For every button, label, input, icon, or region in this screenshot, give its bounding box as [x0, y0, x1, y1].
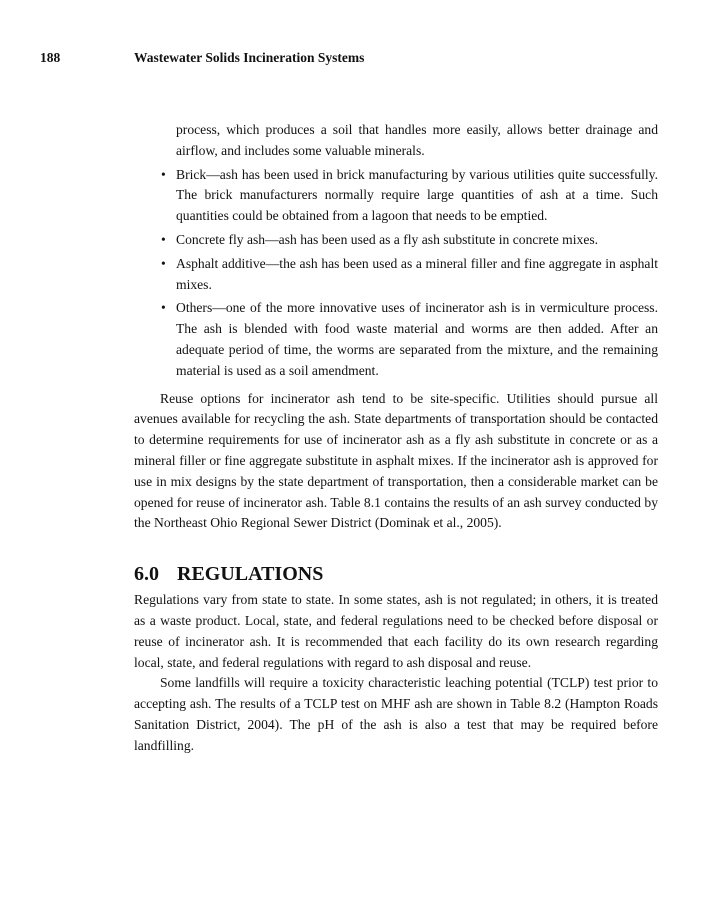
- book-title: Wastewater Solids Incineration Systems: [134, 50, 365, 65]
- bullet-icon: •: [161, 255, 166, 271]
- section-number: 6.0: [134, 563, 159, 586]
- regulations-paragraph: Regulations vary from state to state. In some states, ash is not regulated; in others, it is treated as a waste product. Local, state, and federal regulations need to be checked before disposal or reuse of incinerator ash. It is recommended that each facility do its own research regarding local, state, and federal regulations with regard to ash disposal and reuse.: [134, 592, 658, 670]
- bullet-item-concrete-fly-ash: [161, 230, 658, 251]
- running-head: [40, 49, 660, 67]
- bullet-item-asphalt-additive: [161, 254, 658, 296]
- bullet-text: Asphalt additive—the ash has been used as a mineral filler and fine aggregate in asphalt mixes.: [176, 255, 658, 292]
- continued-paragraph: process, which produces a soil that handles more easily, allows better drainage and airflow, and includes some valuable minerals.: [176, 122, 658, 158]
- bullet-text: Brick—ash has been used in brick manufacturing by various utilities quite successfully. The brick manufacturers normally require large quantities of ash at a time. Such quantities could be obtained from a lagoon that needs to be emptied.: [176, 166, 658, 224]
- page-number: 188: [40, 50, 61, 65]
- section-heading: [134, 562, 658, 586]
- ash-reuse-bullet-list: [134, 165, 658, 382]
- page-body: [134, 120, 658, 757]
- reuse-options-paragraph: Reuse options for incinerator ash tend to be site-specific. Utilities should pursue all avenues available for recycling the ash. State departments of transportation should be contacted to determine requirements for use of incinerator ash as a fly ash substitute in concrete or as a mineral filler or fine aggregate substitute in asphalt mixes. If the incinerator ash is approved for use in mix designs by the state department of transportation, then a considerable market can be opened for reuse of incinerator ash. Table 8.1 contains the results of an ash survey conducted by the Northeast Ohio Regional Sewer District (Dominak et al., 2005).: [134, 390, 658, 531]
- section-title: REGULATIONS: [177, 563, 324, 586]
- bullet-text: Concrete fly ash—ash has been used as a fly ash substitute in concrete mixes.: [176, 231, 599, 247]
- bullet-icon: •: [161, 231, 166, 247]
- bullet-icon: •: [161, 300, 166, 316]
- bullet-item-others: [161, 298, 658, 381]
- bullet-text: Others—one of the more innovative uses of incinerator ash is in vermiculture process. The ash is blended with food waste material and worms are then added. After an adequate period of time, the worms are separated from the mixture, and the remaining material is used as a soil amendment.: [176, 300, 658, 378]
- bullet-item-brick: [161, 165, 658, 227]
- bullet-icon: •: [161, 166, 166, 182]
- tclp-paragraph: Some landfills will require a toxicity characteristic leaching potential (TCLP) test prior to accepting ash. The results of a TCLP test on MHF ash are shown in Table 8.2 (Hampton Roads Sanitation District, 2004). The pH of the ash is also a test that may be required before landfilling.: [134, 675, 658, 753]
